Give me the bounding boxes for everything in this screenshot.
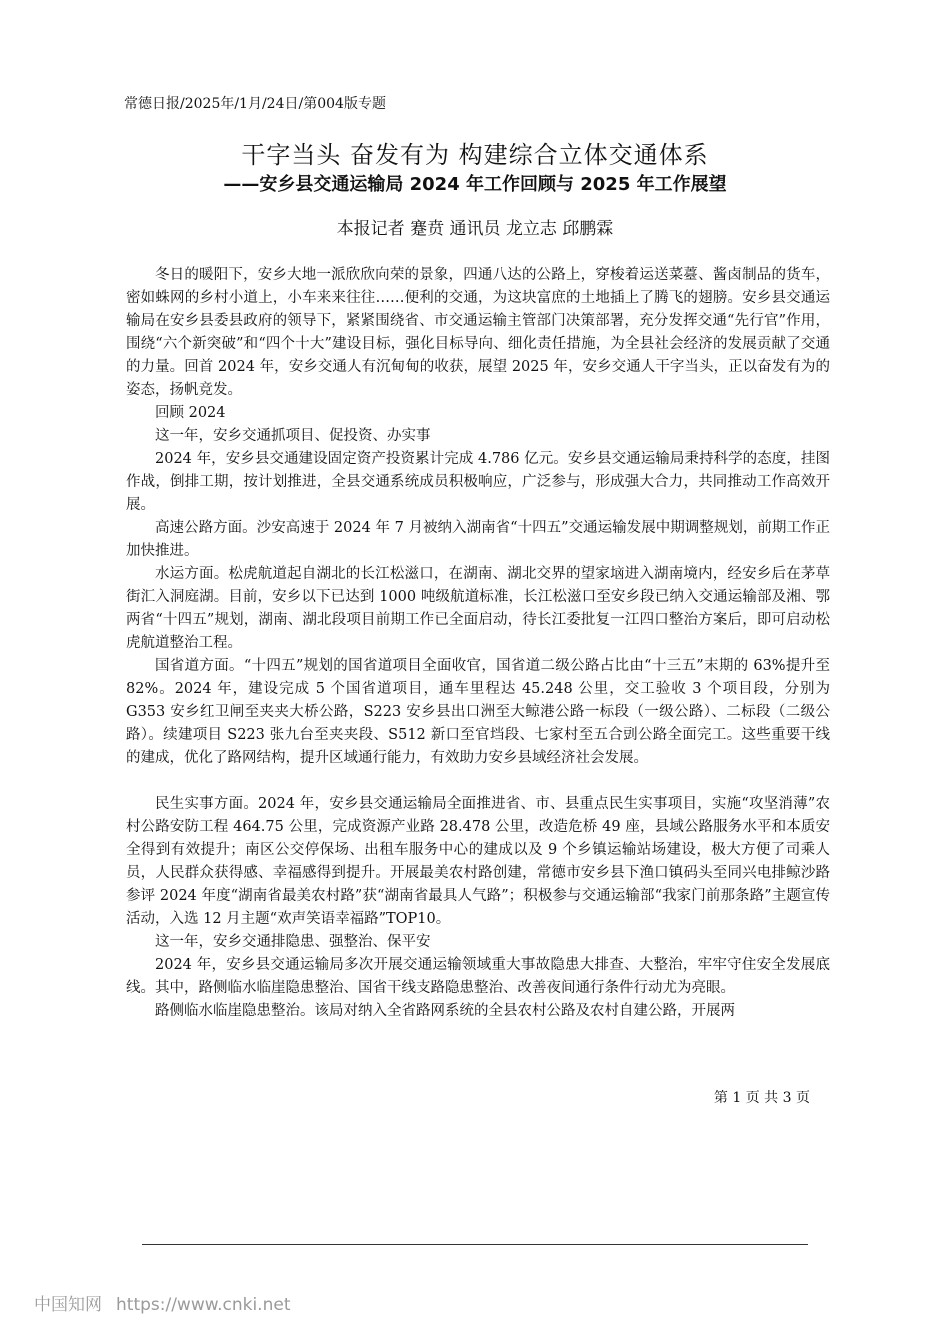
footer-divider bbox=[142, 1244, 808, 1245]
paragraph: 2024 年，安乡县交通运输局多次开展交通运输领域重大事故隐患大排查、大整治，牢牢守住安全发展底线。其中，路侧临水临崖隐患整治、国省干线支路隐患整治、改善夜间通行条件行动尤为亮眼。 bbox=[126, 957, 830, 996]
paragraph-intro: 冬日的暖阳下，安乡大地一派欣欣向荣的景象，四通八达的公路上，穿梭着运送菜薹、酱卤制品的货车，密如蛛网的乡村小道上，小车来来往往……便利的交通，为这块富庶的土地插上了腾飞的翅膀。安乡县交通运输局在安乡县委县政府的领导下，紧紧围绕省、市交通运输主管部门决策部署，充分发挥交通“先行官”作用，围绕“六个新突破”和“四个十大”建设目标，强化目标导向、细化责任措施，为全县社会经济的发展贡献了交通的力量。回首 2024 年，安乡交通人有沉甸甸的收获，展望 2025 年，安乡交通人干字当头，正以奋发有为的姿态，扬帆竞发。 bbox=[126, 267, 830, 398]
watermark-url: https://www.cnki.net bbox=[116, 1295, 291, 1315]
sub-heading: 这一年，安乡交通抓项目、促投资、办实事 bbox=[155, 428, 431, 444]
sub-heading: 这一年，安乡交通排隐患、强整治、保平安 bbox=[155, 934, 431, 950]
article-body bbox=[126, 264, 830, 1023]
paragraph: 高速公路方面。沙安高速于 2024 年 7 月被纳入湖南省“十四五”交通运输发展中期调整规划，前期工作正加快推进。 bbox=[126, 520, 830, 559]
publication-source: 常德日报/2025年/1月/24日/第004版专题 bbox=[124, 96, 386, 112]
paragraph: 水运方面。松虎航道起自湖北的长江松滋口，在湖南、湖北交界的望家垴进入湖南境内，经安乡后在茅草街汇入洞庭湖。目前，安乡以下已达到 1000 吨级航道标准，长江松滋口至安乡段已纳入交通运输部及湘、鄂两省“十四五”规划，湖南、湖北段项目前期工作已全面启动，待长江委批复一江四口整治方案后，即可启动松虎航道整治工程。 bbox=[126, 566, 830, 651]
article-subtitle: ——安乡县交通运输局 2024 年工作回顾与 2025 年工作展望 bbox=[223, 174, 727, 195]
watermark-brand: 中国知网 bbox=[34, 1295, 102, 1315]
paragraph: 国省道方面。“十四五”规划的国省道项目全面收官，国省道二级公路占比由“十三五”末期的 63%提升至 82%。2024 年，建设完成 5 个国省道项目，通车里程达 45.248 公里，交工验收 3 个项目段，分别为 G353 安乡红卫闸至夹夹大桥公路，S223 安乡县出口洲至大鲸港公路一标段（一级公路）、二标段（二级公路）。续建项目 S223 张九台至夹夹段、S512 新口至官垱段、七家村至五合剅公路全面完工。这些重要干线的建成，优化了路网结构，提升区域通行能力，有效助力安乡县域经济社会发展。 bbox=[126, 658, 830, 766]
paragraph: 民生实事方面。2024 年，安乡县交通运输局全面推进省、市、县重点民生实事项目，实施“攻坚消薄”农村公路安防工程 464.75 公里，完成资源产业路 28.478 公里，改造危桥 49 座，县域公路服务水平和本质安全得到有效提升；南区公交停保场、出租车服务中心的建成以及 9 个乡镇运输站场建设，极大方便了司乘人员，人民群众获得感、幸福感得到提升。开展最美农村路创建，常德市安乡县下渔口镇码头至同兴电排鲸沙路参评 2024 年度“湖南省最美农村路”获“湖南省最具人气路”；积极参与交通运输部“我家门前那条路”主题宣传活动，入选 12 月主题“欢声笑语幸福路”TOP10。 bbox=[126, 796, 830, 927]
paragraph: 路侧临水临崖隐患整治。该局对纳入全省路网系统的全县农村公路及农村自建公路，开展两 bbox=[155, 1003, 735, 1019]
section-heading: 回顾 2024 bbox=[155, 405, 226, 421]
cnki-watermark bbox=[34, 1293, 290, 1317]
article-title: 干字当头 奋发有为 构建综合立体交通体系 bbox=[241, 141, 709, 169]
paragraph: 2024 年，安乡县交通建设固定资产投资累计完成 4.786 亿元。安乡县交通运输局秉持科学的态度，挂图作战，倒排工期，按计划推进，全县交通系统成员积极响应，广泛参与，形成强大合力，共同推动工作高效开展。 bbox=[126, 451, 830, 513]
page-number: 第 1 页 共 3 页 bbox=[713, 1090, 810, 1106]
article-byline: 本报记者 蹇贲 通讯员 龙立志 邱鹏霖 bbox=[336, 219, 614, 239]
